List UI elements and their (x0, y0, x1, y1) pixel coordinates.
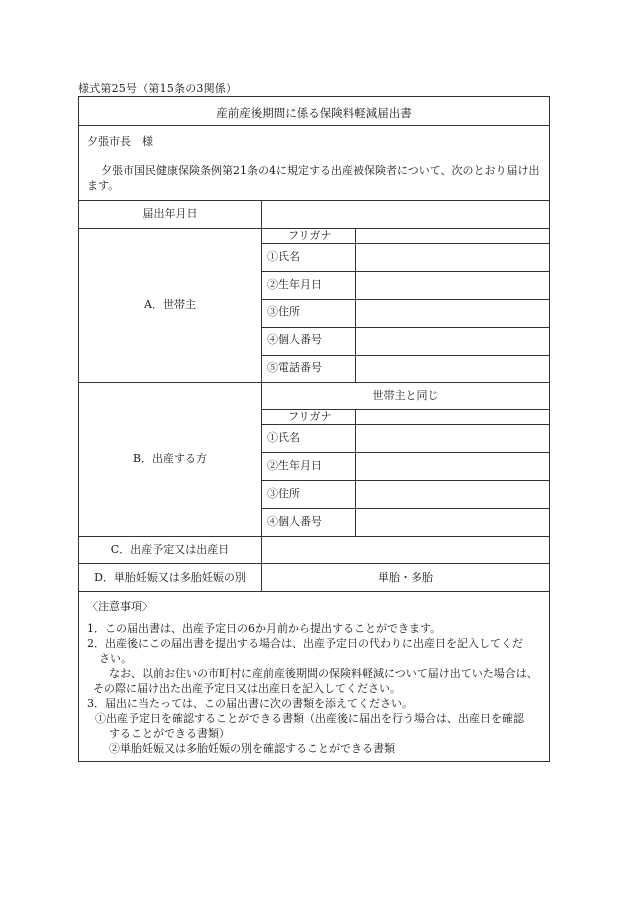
head-phone-label: ⑤電話番号 (267, 361, 322, 374)
head-dob-field[interactable] (356, 272, 549, 299)
head-mynumber-label: ④個人番号 (267, 333, 322, 346)
note-3-item-1-line-2: することができる書類） (109, 727, 230, 740)
mother-address-label: ③住所 (267, 487, 300, 500)
intro-text: 夕張市国民健康保険条例第21条の4に規定する出産被保険者について、次のとおり届け出ます。 (87, 164, 540, 192)
note-3-item-1-line-1: ①出産予定日を確認することができる書類（出産後に届出を行う場合は、出産日を確認 (95, 712, 524, 725)
head-address-field[interactable] (356, 300, 549, 327)
note-2-line-1: 2．出産後にこの届出書を提出する場合は、出産予定日の代わりに出産日を記入してくだ (87, 637, 523, 650)
head-dob-label: ②生年月日 (267, 278, 322, 291)
due-date-field[interactable] (262, 537, 549, 563)
filing-date-field[interactable] (262, 201, 549, 228)
mother-dob-field[interactable] (356, 453, 549, 480)
note-3: 3．届出に当たっては、この届出書に次の書類を添えてください。 (87, 697, 413, 710)
mother-address-field[interactable] (356, 481, 549, 508)
form-frame (78, 96, 550, 762)
note-3-item-2: ②単胎妊娠又は多胎妊娠の別を確認することができる書類 (109, 742, 395, 755)
head-phone-field[interactable] (356, 356, 549, 382)
due-date-label: C．出産予定又は出産日 (110, 543, 230, 556)
head-of-household-label: A．世帯主 (144, 298, 196, 311)
pregnancy-type-options[interactable]: 単胎・多胎 (378, 571, 433, 584)
form-title: 産前産後期間に係る保険料軽減届出書 (216, 106, 412, 120)
head-furigana-field[interactable] (356, 228, 549, 243)
filing-date-label: 届出年月日 (142, 207, 198, 220)
mother-furigana-field[interactable] (356, 409, 549, 424)
mother-name-field[interactable] (356, 425, 549, 452)
same-as-head-option[interactable]: 世帯主と同じ (372, 389, 439, 402)
addressee: 夕張市長 様 (87, 135, 153, 148)
mother-furigana-label: フリガナ (288, 410, 332, 423)
head-name-field[interactable] (356, 244, 549, 271)
mother-dob-label: ②生年月日 (267, 459, 322, 472)
notes-heading: 〈注意事項〉 (87, 600, 153, 613)
note-1: 1．この届出書は、出産予定日の6か月前から提出することができます。 (87, 622, 442, 635)
mother-mynumber-label: ④個人番号 (267, 515, 322, 528)
pregnancy-type-label: D．単胎妊娠又は多胎妊娠の別 (94, 571, 246, 584)
note-2-line-3: なお、以前お住いの市町村に産前産後期間の保険料軽減について届け出ていた場合は、 (109, 667, 538, 680)
note-2-line-4: その際に届け出た出産予定日又は出産日を記入してください。 (93, 682, 401, 695)
head-furigana-label: フリガナ (288, 229, 332, 242)
head-name-label: ①氏名 (267, 250, 300, 263)
head-address-label: ③住所 (267, 305, 300, 318)
mother-label: B．出産する方 (132, 452, 208, 465)
mother-mynumber-field[interactable] (356, 509, 549, 536)
form-id: 様式第25号（第15条の3関係） (78, 82, 238, 95)
head-mynumber-field[interactable] (356, 328, 549, 355)
mother-name-label: ①氏名 (267, 431, 300, 444)
note-2-line-2: さい。 (99, 652, 132, 665)
